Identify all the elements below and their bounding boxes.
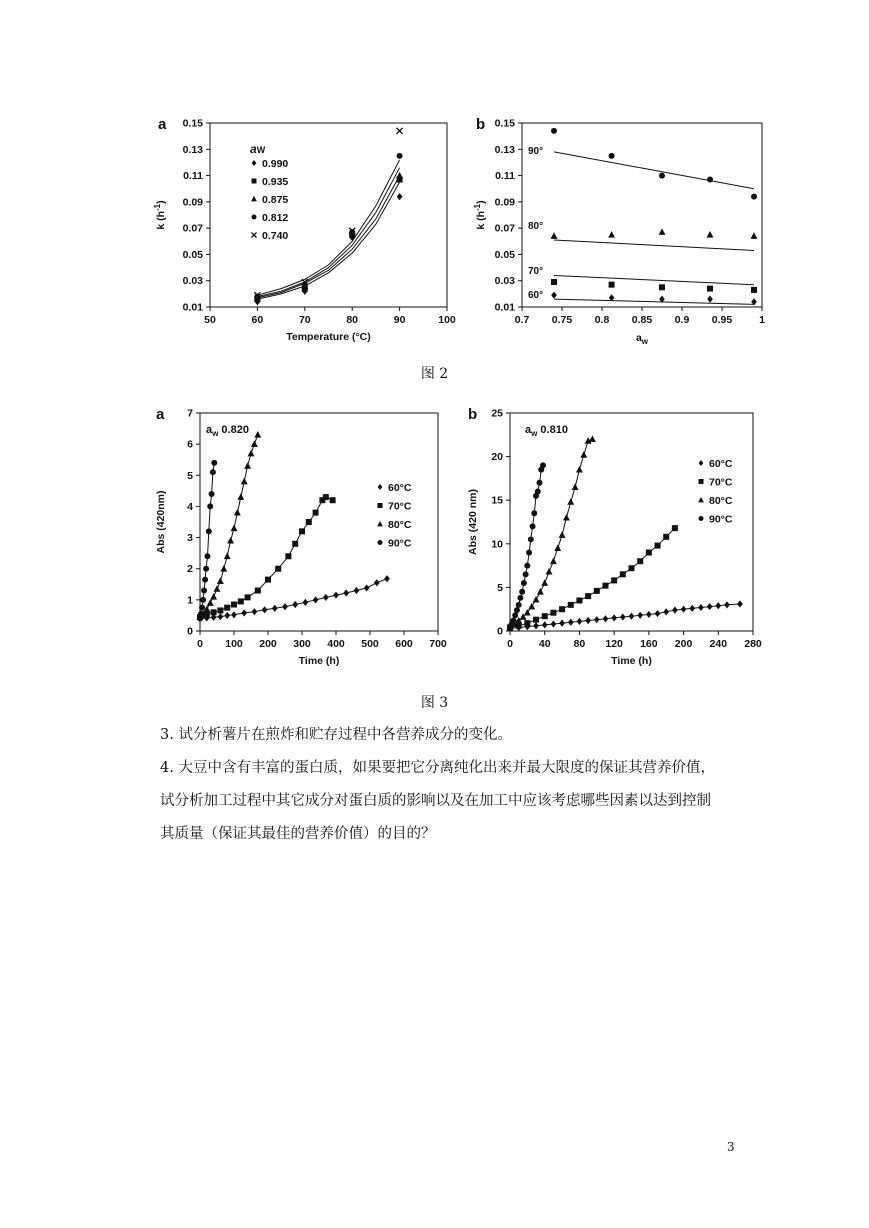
x-axis-label: Temperature (°C) xyxy=(286,331,371,343)
figure-2a-chart xyxy=(150,110,470,355)
y-tick-label: 1 xyxy=(187,594,193,607)
legend-marker-x xyxy=(252,233,257,238)
question-3: 3. 试分析薯片在煎炸和贮存过程中各营养成分的变化。 xyxy=(160,727,512,743)
y-tick-label: 5 xyxy=(187,469,193,482)
data-point xyxy=(751,287,757,293)
data-point xyxy=(659,284,665,290)
panel-label: b xyxy=(468,406,478,423)
data-point xyxy=(254,431,261,438)
fit-curve xyxy=(554,276,754,285)
series-label: 60° xyxy=(528,290,544,301)
y-tick-label: 2 xyxy=(187,563,193,576)
x-tick-label: 300 xyxy=(293,638,311,650)
series-trend-line xyxy=(200,463,214,619)
legend-label: 80°C xyxy=(388,519,412,531)
x-tick-label: 70 xyxy=(298,314,311,326)
legend-label: 90°C xyxy=(388,537,412,550)
series-label: 90° xyxy=(528,146,544,157)
x-tick-label: 100 xyxy=(438,314,456,326)
y-tick-label: 0 xyxy=(187,625,193,638)
data-point xyxy=(384,575,390,582)
y-tick-label: 5 xyxy=(497,581,503,594)
legend-marker xyxy=(252,160,257,166)
figure-2-caption: 图 2 xyxy=(420,366,449,382)
x-tick-label: 80 xyxy=(346,314,359,326)
x-tick-label: 0.85 xyxy=(631,314,653,326)
y-tick-label: 25 xyxy=(491,407,503,420)
data-point xyxy=(659,228,666,235)
series-circle xyxy=(551,128,757,200)
y-tick-label: 0.03 xyxy=(494,275,515,288)
y-tick-label: 0.05 xyxy=(182,248,203,261)
legend-label: 70°C xyxy=(388,500,412,513)
y-axis-label: Abs (420 nm) xyxy=(467,489,479,555)
data-point xyxy=(609,153,615,159)
y-tick-label: 0.15 xyxy=(182,117,203,130)
legend-marker-square xyxy=(378,503,383,508)
legend-marker-circle xyxy=(378,540,383,545)
x-tick-label: 160 xyxy=(640,638,658,650)
y-tick-label: 3 xyxy=(187,532,193,545)
x-tick-label: 280 xyxy=(744,638,762,650)
legend-label: 60°C xyxy=(388,482,412,494)
y-tick-label: 0.03 xyxy=(182,275,203,288)
legend-label: 0.875 xyxy=(262,194,289,206)
legend-marker-diamond xyxy=(378,484,383,490)
x-tick-label: 0.95 xyxy=(711,314,733,326)
x-tick-label: 0.9 xyxy=(674,314,690,326)
x-tick-label: 40 xyxy=(538,638,551,650)
series-label: 70° xyxy=(528,266,544,277)
x-tick-label: 50 xyxy=(204,314,216,326)
figure-3a-chart xyxy=(150,400,460,682)
legend-label: 90°C xyxy=(709,513,733,526)
legend-label: 0.812 xyxy=(262,212,289,224)
y-tick-label: 0 xyxy=(497,625,503,638)
y-tick-label: 20 xyxy=(491,451,503,464)
x-tick-label: 80 xyxy=(573,638,586,650)
data-point xyxy=(551,279,557,285)
legend-marker xyxy=(252,233,257,238)
legend-label: 60°C xyxy=(709,458,733,470)
legend-label: 0.740 xyxy=(262,230,289,242)
x-tick-label: 120 xyxy=(605,638,623,650)
chart-annotation: $a_w$ 0.820 xyxy=(206,424,249,438)
data-point xyxy=(707,286,713,292)
plot-frame xyxy=(210,123,447,307)
x-tick-label: 240 xyxy=(709,638,728,650)
legend-marker-triangle xyxy=(251,196,257,202)
legend-marker xyxy=(698,497,704,503)
x-tick-label: 500 xyxy=(361,638,379,650)
legend-marker xyxy=(699,460,704,466)
x-axis-label: Time (h) xyxy=(298,655,340,667)
legend-title: aW xyxy=(250,142,266,156)
figure-3b-chart xyxy=(462,400,772,682)
series-diamond xyxy=(197,575,390,622)
x-tick-label: 200 xyxy=(674,638,693,650)
legend-label: 80°C xyxy=(709,495,733,507)
legend-label: 0.990 xyxy=(262,158,289,170)
legend-marker xyxy=(699,516,704,521)
legend-marker xyxy=(699,479,704,484)
legend-label: 0.935 xyxy=(262,176,289,188)
x-axis-label: Time (h) xyxy=(611,655,652,667)
series-triangle xyxy=(551,228,758,239)
data-point xyxy=(751,194,757,200)
x-tick-label: 60 xyxy=(251,314,264,326)
y-tick-label: 0.09 xyxy=(182,196,203,209)
question-4: 4. 大豆中含有丰富的蛋白质，如果要把它分离纯化出来并最大限度的保证其营养价值，试分析加工过程中其它成分对蛋白质的影响以及在加工中应该考虑哪些因素以达到控制其质量（保证其最佳的营养价值）的目的？ xyxy=(160,760,715,842)
series-circle xyxy=(507,462,546,629)
y-tick-label: 0.05 xyxy=(494,248,515,261)
legend-marker xyxy=(252,179,257,184)
x-tick-label: 700 xyxy=(429,638,447,650)
legend-marker-diamond xyxy=(699,460,704,466)
y-tick-label: 10 xyxy=(491,538,503,551)
y-tick-label: 0.09 xyxy=(494,196,515,209)
y-tick-label: 0.07 xyxy=(182,222,203,235)
legend-marker xyxy=(251,196,257,202)
y-tick-label: 0.13 xyxy=(494,143,515,156)
x-tick-label: 1 xyxy=(759,314,765,326)
x-tick-label: 400 xyxy=(327,638,345,650)
data-point xyxy=(397,193,403,200)
y-tick-label: 0.01 xyxy=(494,301,515,314)
legend-label: 70°C xyxy=(709,476,733,489)
y-axis-label: k $(h^{-1})$ xyxy=(153,200,167,230)
x-tick-label: 0.75 xyxy=(551,314,573,326)
y-tick-label: 0.15 xyxy=(494,117,515,130)
legend-marker-triangle xyxy=(377,521,383,527)
panel-label: b xyxy=(476,116,486,133)
y-tick-label: 0.11 xyxy=(183,170,203,183)
y-tick-label: 0.13 xyxy=(182,143,203,156)
y-tick-label: 15 xyxy=(491,494,503,507)
legend-marker-circle xyxy=(699,516,704,521)
page-number: 3 xyxy=(727,1140,735,1154)
fit-curve xyxy=(554,152,754,189)
y-tick-label: 4 xyxy=(187,500,193,513)
legend-marker xyxy=(378,540,383,545)
legend-marker-diamond xyxy=(252,160,257,166)
x-tick-label: 0.7 xyxy=(514,314,530,326)
data-point xyxy=(330,497,336,503)
x-axis-label: $a_w$ xyxy=(635,332,649,346)
x-tick-label: 0 xyxy=(197,638,203,650)
y-axis-label: k $(h^{-1})$ xyxy=(473,200,487,230)
series-circle xyxy=(254,153,402,300)
data-point xyxy=(397,153,403,159)
data-point xyxy=(608,231,615,238)
figure-3-caption: 图 3 xyxy=(420,695,449,711)
data-point xyxy=(551,128,557,134)
data-point xyxy=(707,177,713,183)
data-point xyxy=(551,292,557,299)
series-diamond xyxy=(255,193,403,305)
data-point xyxy=(589,435,596,442)
legend-marker-square xyxy=(699,479,704,484)
chart-annotation: $a_w$ 0.810 xyxy=(525,424,568,438)
x-tick-label: 600 xyxy=(395,638,413,650)
fit-curve xyxy=(554,240,754,251)
panel-label: a xyxy=(156,406,165,423)
x-tick-label: 200 xyxy=(259,638,277,650)
y-tick-label: 0.01 xyxy=(182,301,203,314)
legend-marker xyxy=(378,484,383,490)
legend-marker xyxy=(252,215,257,220)
data-point xyxy=(609,282,615,288)
data-point xyxy=(707,296,713,303)
data-point xyxy=(397,128,403,134)
y-tick-label: 6 xyxy=(187,438,193,451)
y-tick-label: 0.11 xyxy=(495,170,515,183)
series-label: 80° xyxy=(528,221,544,232)
data-point xyxy=(551,232,558,239)
y-tick-label: 0.07 xyxy=(494,222,515,235)
x-tick-label: 100 xyxy=(225,638,243,650)
x-tick-label: 0 xyxy=(507,638,513,650)
fit-curve xyxy=(554,299,754,304)
legend-marker-triangle xyxy=(698,497,704,503)
series-square xyxy=(551,279,757,293)
panel-label: a xyxy=(158,116,167,133)
data-point xyxy=(707,231,714,238)
series-trend-line xyxy=(200,579,387,619)
data-point xyxy=(751,232,758,239)
legend-marker xyxy=(377,521,383,527)
figure-2b-chart xyxy=(470,110,770,365)
x-tick-label: 0.8 xyxy=(594,314,610,326)
data-point xyxy=(659,173,665,179)
legend-marker-square xyxy=(252,179,257,184)
y-tick-label: 7 xyxy=(187,407,193,420)
legend-marker xyxy=(378,503,383,508)
x-tick-label: 90 xyxy=(393,314,406,326)
y-axis-label: Abs (420nm) xyxy=(155,490,167,554)
legend-marker-circle xyxy=(252,215,257,220)
